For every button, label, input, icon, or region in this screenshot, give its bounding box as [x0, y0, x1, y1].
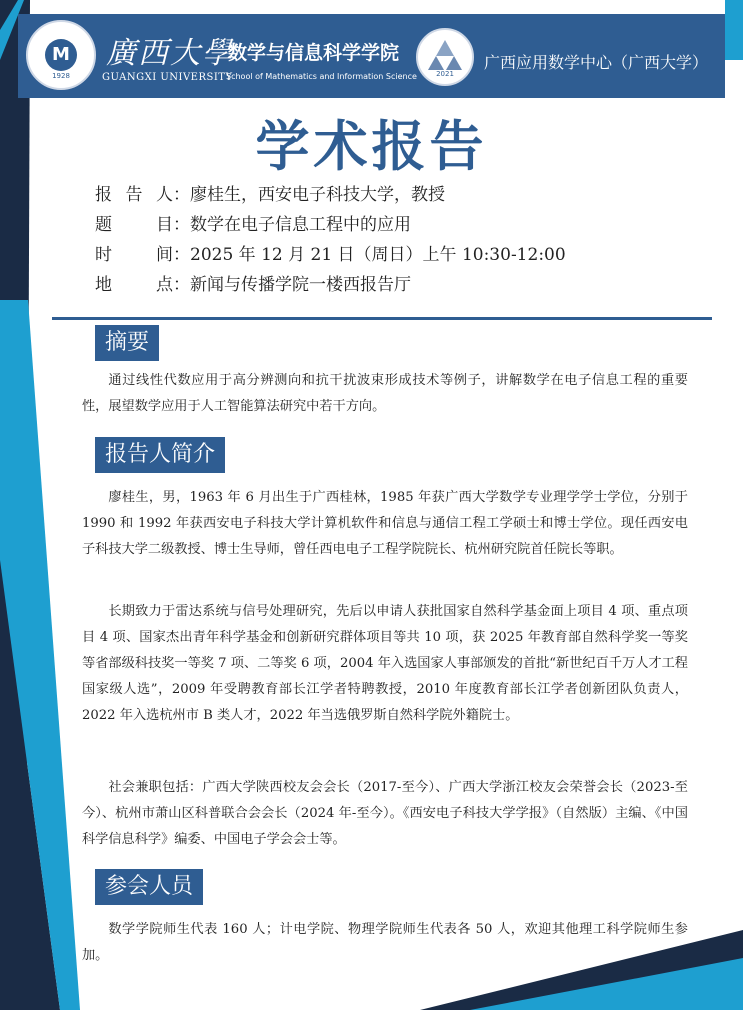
center-logo — [416, 28, 474, 86]
time-separator: ： — [173, 245, 190, 265]
place-value: 新闻与传播学院一楼西报告厅 — [190, 275, 411, 295]
place-label: 地 点 — [95, 275, 173, 295]
bio-paragraph-3: 社会兼职包括：广西大学陕西校友会会长（2017-至今）、广西大学浙江校友会荣誉会长（2023-至今）、杭州市萧山区科普联合会会长（2024 年-至今）。《西安电子科技大学学报》（自然版）主编、《中国科学信息科学》编委、中国电子学会会士等。 — [82, 780, 688, 847]
bio-paragraph-1: 廖桂生，男，1963 年 6 月出生于广西桂林，1985 年获广西大学数学专业理学学士学位，分别于 1990 和 1992 年获西安电子科技大学计算机软件和信息与通信工程工学硕士和博士学位。现任西安电子科技大学二级教授、博士生导师，曾任西电电子工程学院院长、杭州研究院首任院长等职。 — [82, 490, 688, 557]
talk-info — [95, 180, 715, 300]
speaker-separator: ： — [173, 185, 190, 205]
time-value: 2025 年 12 月 21 日（周日）上午 10:30-12:00 — [190, 245, 566, 265]
university-logo — [26, 20, 96, 90]
time-row — [95, 240, 715, 270]
topic-label: 题 目 — [95, 215, 173, 235]
logo-year: 1928 — [52, 72, 70, 80]
speaker-row — [95, 180, 715, 210]
place-separator: ： — [173, 275, 190, 295]
school-name-cn: 数学与信息科学学院 — [228, 42, 400, 64]
time-label: 时 间 — [95, 245, 173, 265]
abstract-paragraph: 通过线性代数应用于高分辨测向和抗干扰波束形成技术等例子，讲解数学在电子信息工程的重要性，展望数学应用于人工智能算法研究中若干方向。 — [82, 373, 688, 414]
speaker-label: 报告人 — [95, 185, 173, 205]
university-name-en: GUANGXI UNIVERSITY — [102, 72, 233, 83]
topic-row — [95, 210, 715, 240]
abstract-heading: 摘要 — [95, 325, 159, 361]
bio-heading: 报告人简介 — [95, 437, 225, 473]
page-title: 学术报告 — [255, 115, 488, 178]
bio-paragraph-2: 长期致力于雷达系统与信号处理研究，先后以申请人获批国家自然科学基金面上项目 4 项、重点项目 4 项、国家杰出青年科学基金和创新研究群体项目等共 10 项，获 2025 年教育部自然科学奖一等奖等省部级科技奖一等奖 7 项、二等奖 6 项，2004 年入选国家人事部颁发的首批“新世纪百千万人才工程国家级人选”，2009 年受聘教育部长江学者特聘教授，2010 年度教育部长江学者创新团队负责人，2022 年入选杭州市 B 类人才，2022 年当选俄罗斯自然科学院外籍院士。 — [82, 604, 688, 723]
logo-m-icon: M — [45, 39, 77, 71]
divider-line — [52, 317, 712, 320]
university-name-cn: 廣西大學 — [106, 36, 234, 71]
top-right-cyan-shape — [725, 0, 743, 60]
speaker-value: 廖桂生，西安电子科技大学，教授 — [190, 185, 445, 205]
center-logo-year: 2021 — [436, 70, 454, 78]
place-row — [95, 270, 715, 300]
header-banner — [18, 14, 725, 98]
school-name-en: School of Mathematics and Information Science — [226, 72, 417, 81]
attendees-heading: 参会人员 — [95, 869, 203, 905]
attendees-paragraph: 数学学院师生代表 160 人；计电学院、物理学院师生代表各 50 人，欢迎其他理工科学院师生参加。 — [82, 922, 688, 963]
topic-separator: ： — [173, 215, 190, 235]
topic-value: 数学在电子信息工程中的应用 — [190, 215, 411, 235]
center-name: 广西应用数学中心（广西大学） — [484, 53, 709, 72]
